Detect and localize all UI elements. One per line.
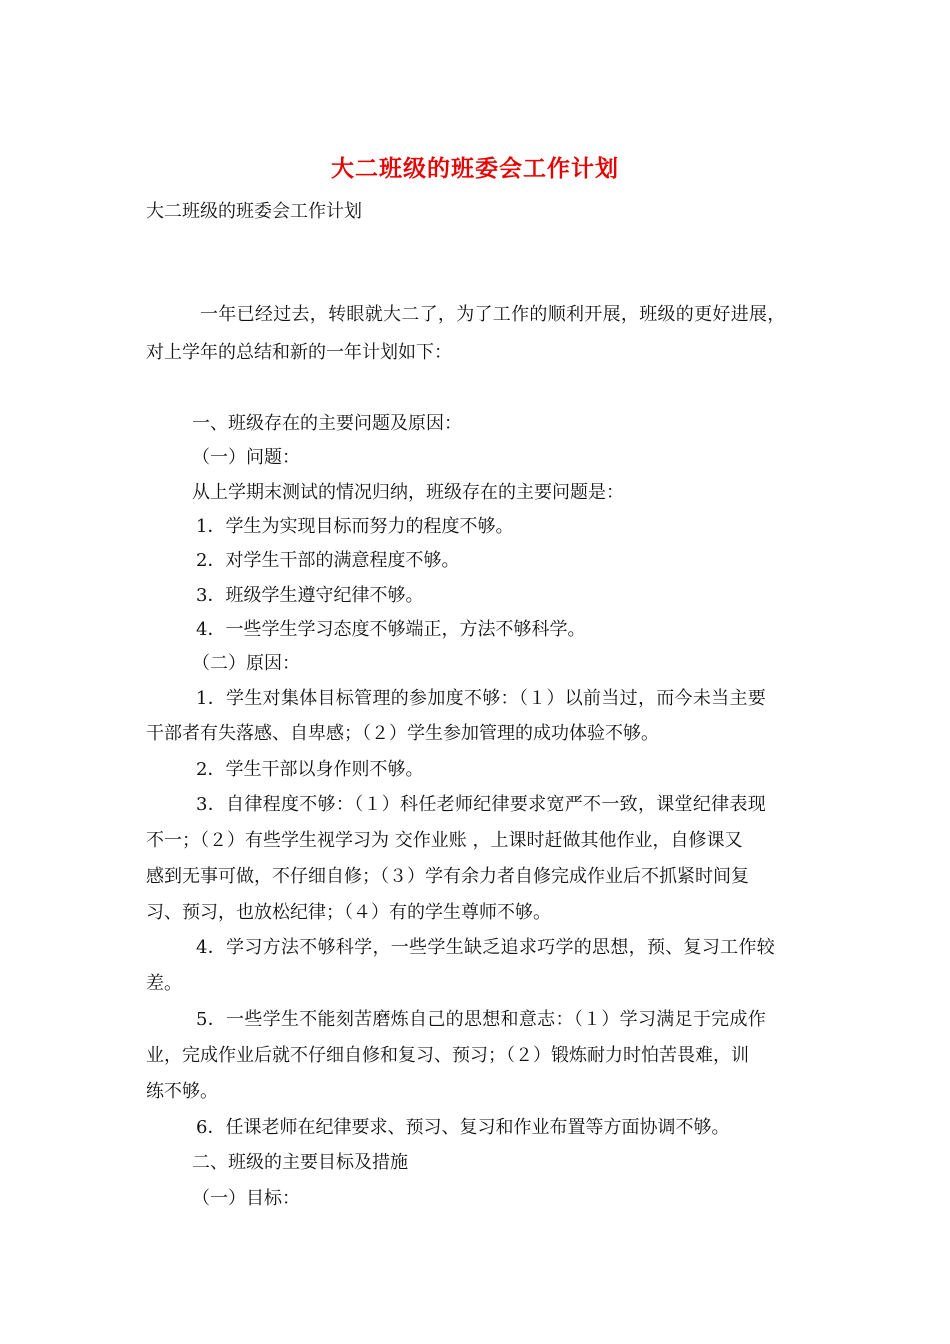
paragraph-line: 干部者有失落感、自卑感；（２）学生参加管理的成功体验不够。 (146, 723, 659, 744)
paragraph-line: 不一；（２）有些学生视学习为 交作业账 ，上课时赶做其他作业，自修课又 (146, 830, 743, 851)
list-item: 1．学生对集体目标管理的参加度不够：（１）以前当过，而今未当主要 (196, 688, 767, 709)
subsection-heading: （一）问题： (192, 447, 300, 468)
list-item: 2．学生干部以身作则不够。 (196, 759, 424, 780)
subsection-heading: （一）目标： (192, 1188, 300, 1209)
paragraph-line: 差。 (146, 973, 182, 994)
paragraph-line: 业，完成作业后就不仔细自修和复习、预习；（２）锻炼耐力时怕苦畏难，训 (146, 1045, 749, 1066)
paragraph-line: 一年已经过去，转眼就大二了，为了工作的顺利开展，班级的更好进展， (200, 304, 786, 325)
subsection-heading: （二）原因： (192, 653, 300, 674)
list-item: 5．一些学生不能刻苦磨炼自己的思想和意志：（１）学习满足于完成作 (196, 1009, 767, 1030)
list-item: 6．任课老师在纪律要求、预习、复习和作业布置等方面协调不够。 (196, 1117, 730, 1138)
list-item: 3．班级学生遵守纪律不够。 (196, 585, 424, 606)
section-heading: 一、班级存在的主要问题及原因： (192, 413, 462, 434)
list-item: 2．对学生干部的满意程度不够。 (196, 550, 460, 571)
document-title: 大二班级的班委会工作计划 (331, 155, 619, 182)
list-item: 4．一些学生学习态度不够端正，方法不够科学。 (196, 619, 586, 640)
list-item: 3．自律程度不够：（１）科任老师纪律要求宽严不一致，课堂纪律表现 (196, 794, 767, 815)
section-heading: 二、班级的主要目标及措施 (192, 1152, 408, 1173)
list-item: 1．学生为实现目标而努力的程度不够。 (196, 516, 514, 537)
document-subtitle: 大二班级的班委会工作计划 (146, 201, 362, 222)
paragraph-line: 练不够。 (146, 1081, 218, 1102)
paragraph-line: 习、预习，也放松纪律；（４）有的学生尊师不够。 (146, 902, 551, 923)
paragraph-line: 从上学期末测试的情况归纳，班级存在的主要问题是： (192, 482, 624, 503)
paragraph-line: 感到无事可做，不仔细自修；（３）学有余力者自修完成作业后不抓紧时间复 (146, 866, 749, 887)
paragraph-line: 对上学年的总结和新的一年计划如下： (146, 342, 452, 363)
list-item: 4．学习方法不够科学，一些学生缺乏追求巧学的思想，预、复习工作较 (196, 937, 776, 958)
